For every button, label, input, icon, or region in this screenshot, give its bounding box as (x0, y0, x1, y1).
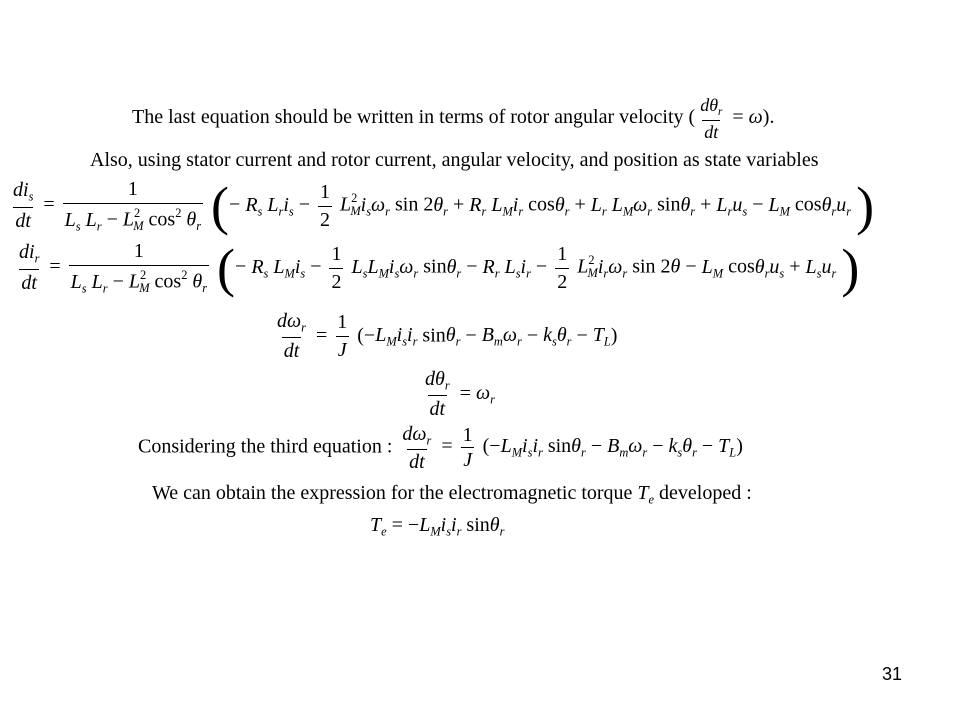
obtain-text: We can obtain the expression for the electromagnetic torque (152, 482, 633, 504)
intro-formula: ( $\frac{d\theta_r}{dt}$ = ω). (688, 95, 775, 143)
torque-symbol: $T_e$ (637, 482, 655, 507)
obtain-line (152, 483, 752, 506)
equation-rotor-current: $\frac{di_r}{dt}$ = $\frac{1}{L_s L_r - L^2_M \cos^2 \theta_r}$ (− $R_s$ $L_Mi_s$ − $\frac{1}{2}$ $L_sL_Mi_s\omega_r$ $\sin\theta_r - R_r$ $L_si_r$ − $\frac{1}{2}$ $L^2_Mi_r\omega_r$ $\sin 2\theta - L_M$ $\cos\theta_ru_s + L_su_r$ ) (19, 238, 860, 298)
intro-line (132, 96, 774, 141)
equation-stator-current: $\frac{di_s}{dt}$ = $\frac{1}{L_s L_r - L^2_M \cos^2 \theta_r}$ (− $R_s$ $L_ri_s$ − $\frac{1}{2}$ $L^2_Mi_s\omega_r$ $\sin 2\theta_r + R_r$ $L_Mi_r$ $\cos\theta_r + L_r$ $L_M\omega_r$ $\sin\theta_r + L_ru_s - L_M$ $\cos\theta_ru_r$ ) (13, 176, 875, 236)
developed-text: developed : (659, 482, 752, 504)
page-number: 31 (882, 664, 903, 684)
equation-angular-velocity: $\frac{d\omega_r}{dt}$ = $\frac{1}{J}$ ($-L_Mi_si_r$ $\sin\theta_r - B_m\omega_r - k_s\theta_r - T_L$) (277, 310, 618, 363)
intro-text: The last equation should be written in terms of rotor angular velocity (132, 106, 684, 129)
equation-position: $\frac{d\theta_r}{dt}$ = $\omega_r$ (425, 368, 495, 421)
considering-formula: $\frac{d\omega_r}{dt}$ = $\frac{1}{J}$ ($-L_Mi_si_r$ $\sin\theta_r - B_m\omega_r - k_s\theta_r - T_L$) (402, 423, 743, 473)
considering-text: Considering the third equation : (138, 435, 393, 458)
equation-torque: $T_e = -L_Mi_si_r$ sinθ$_r$ (370, 514, 505, 539)
also-line: Also, using stator current and rotor current, angular velocity, and position as state variables (90, 149, 819, 171)
considering-line (138, 424, 743, 472)
